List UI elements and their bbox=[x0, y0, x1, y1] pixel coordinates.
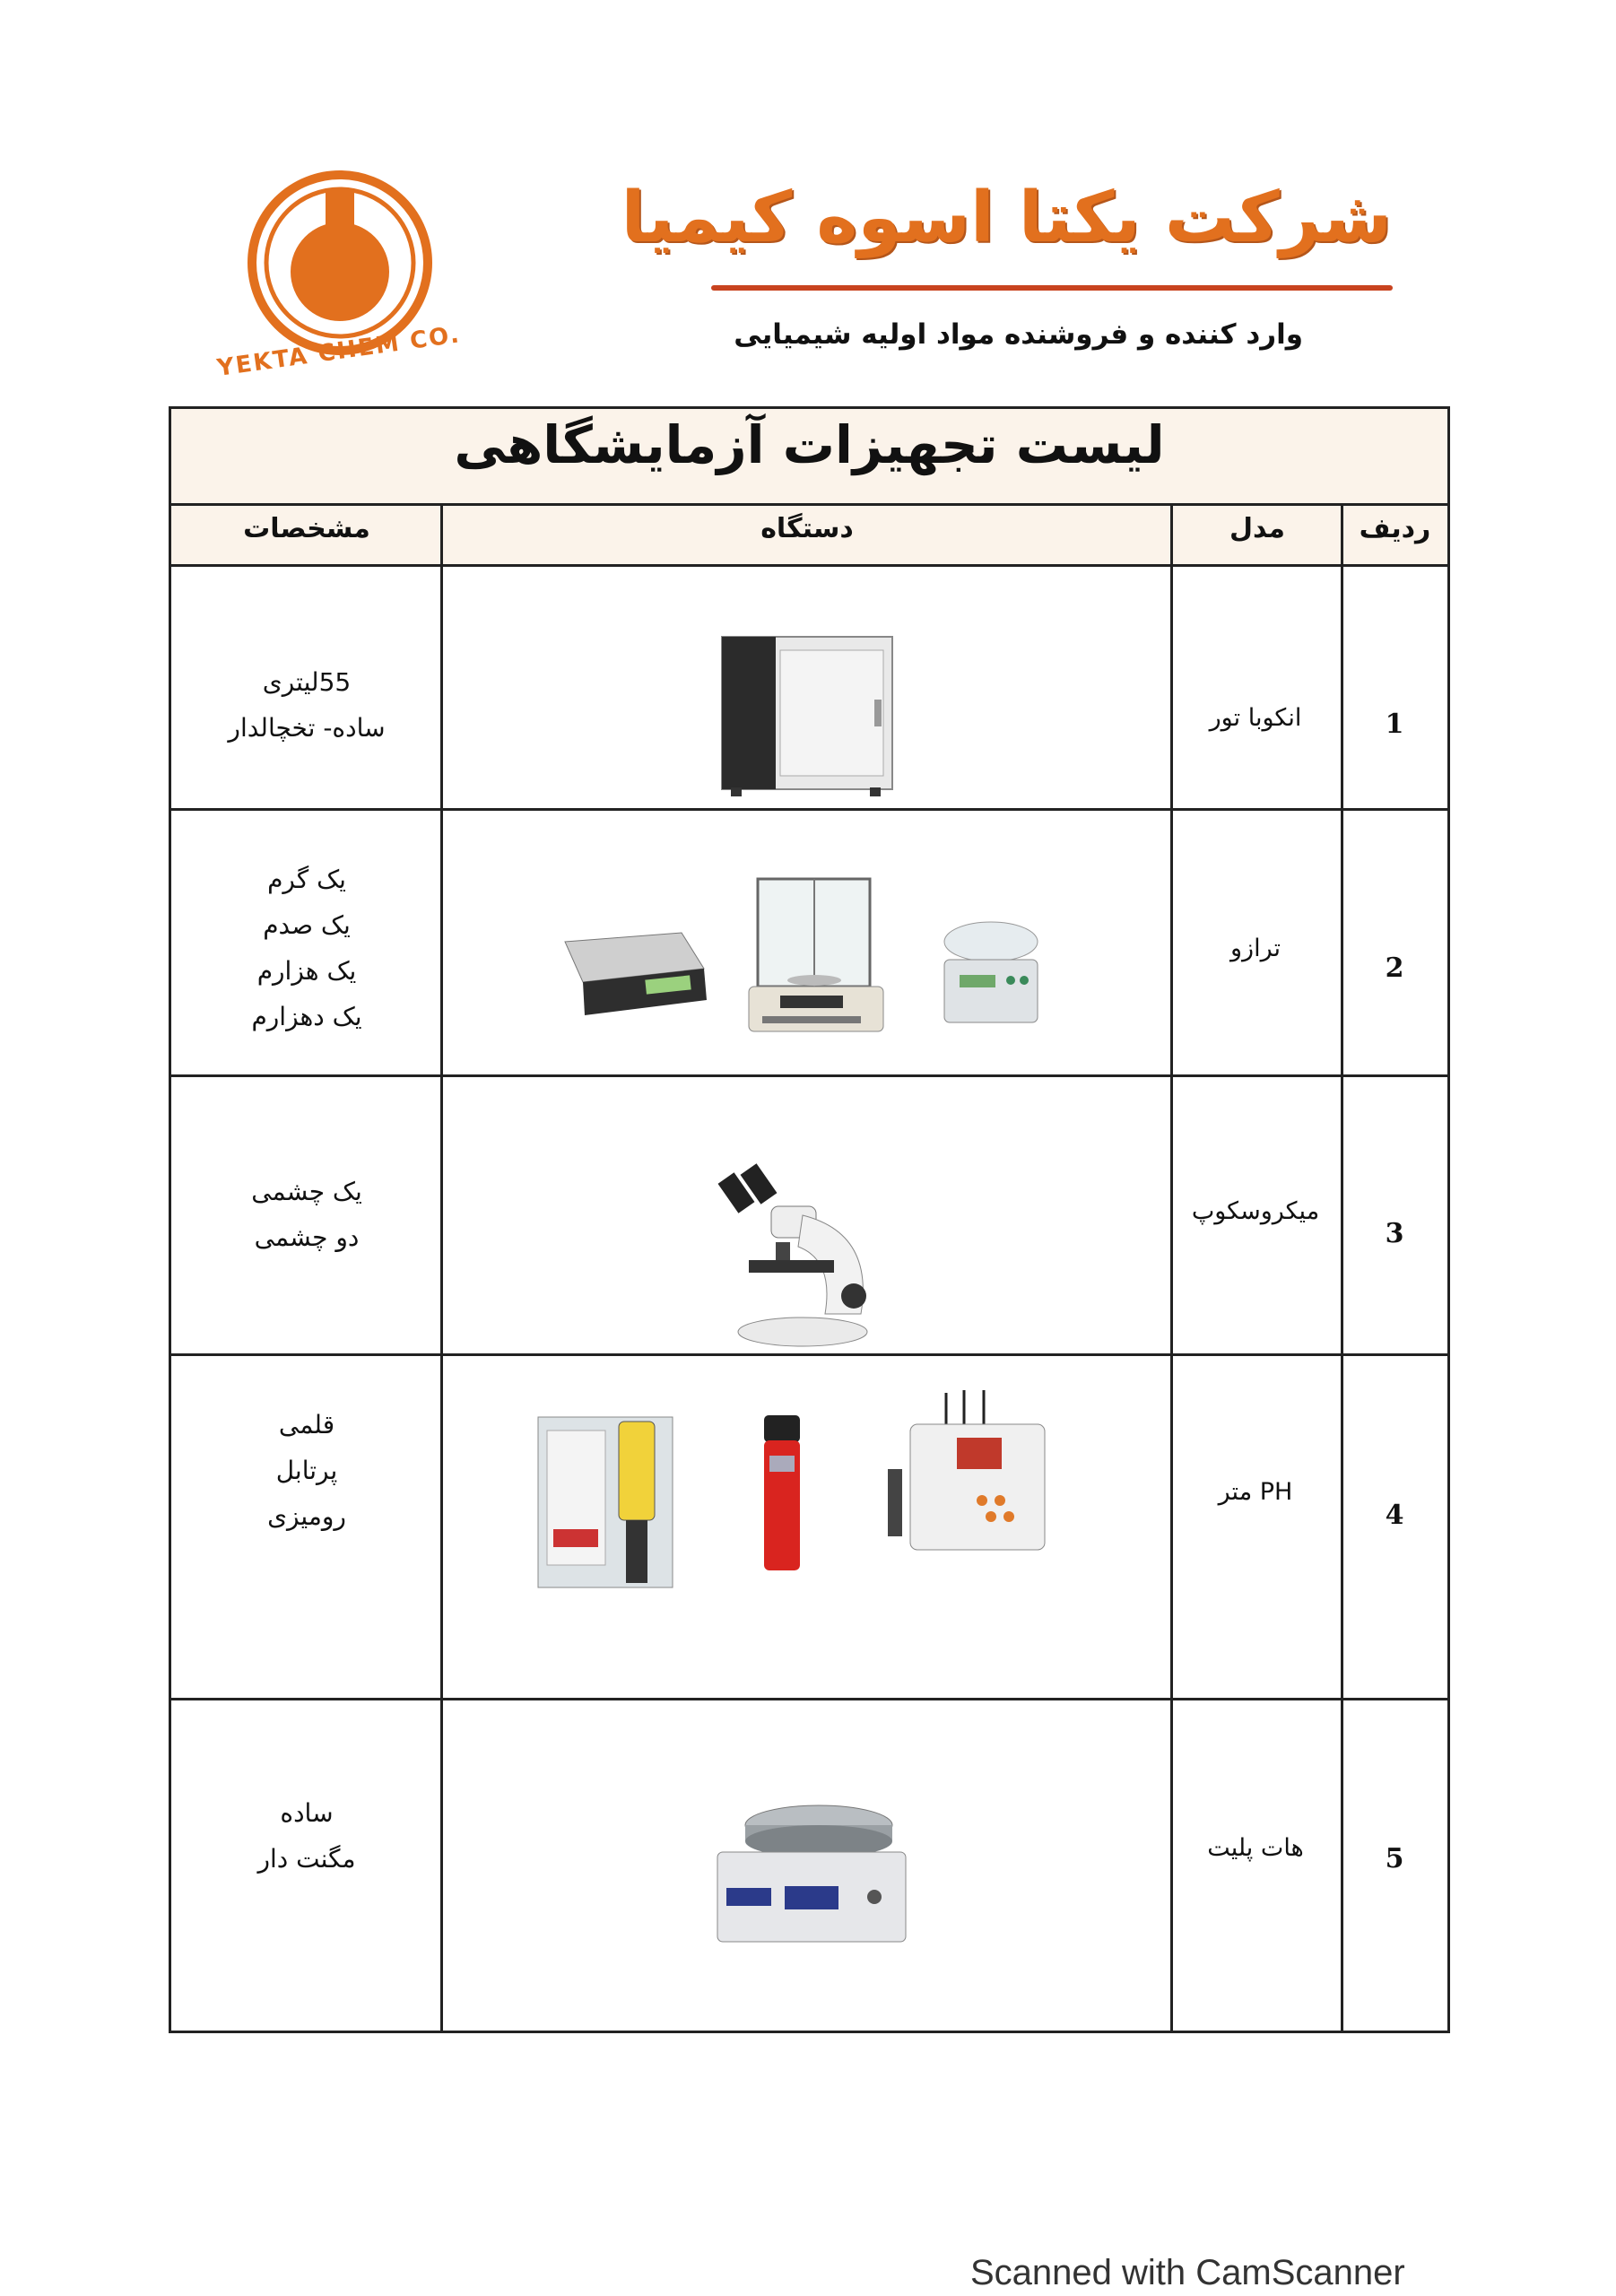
row-number: 4 bbox=[1385, 1500, 1404, 1531]
spec-line: مگنت دار bbox=[257, 1844, 356, 1874]
grid-line bbox=[171, 808, 1447, 811]
row-specs bbox=[177, 1402, 437, 1539]
grid-line bbox=[1341, 506, 1343, 2031]
spec-line: دو چشمی bbox=[254, 1222, 360, 1252]
spec-line: رومیزی bbox=[267, 1501, 346, 1531]
svg-text:YEKTA CHEM CO.: YEKTA CHEM CO. bbox=[215, 321, 463, 382]
company-name-underline bbox=[711, 285, 1393, 291]
grid-line bbox=[171, 1353, 1447, 1356]
camscanner-watermark: Scanned with CamScanner bbox=[970, 2253, 1405, 2292]
spec-line: یک گرم bbox=[267, 865, 346, 894]
company-subtitle: وارد کننده و فروشنده مواد اولیه شیمیایی bbox=[734, 318, 1303, 351]
row-specs bbox=[177, 1169, 437, 1260]
grid-line bbox=[440, 506, 443, 2031]
grid-line bbox=[1170, 506, 1173, 2031]
company-name: شرکت یکتا اسوه کیمیا bbox=[621, 178, 1392, 258]
row-number: 1 bbox=[1385, 709, 1404, 740]
row-number: 3 bbox=[1385, 1218, 1404, 1249]
spec-line: یک چشمی bbox=[251, 1177, 362, 1206]
row-model: ترازو bbox=[1230, 935, 1281, 962]
spec-line: 55لیتری bbox=[262, 667, 352, 697]
scale-icon bbox=[547, 915, 708, 1035]
row-model: میکروسکوپ bbox=[1191, 1197, 1320, 1225]
spec-line: یک دهزارم bbox=[251, 1002, 362, 1031]
spec-line: یک صدم bbox=[263, 910, 351, 940]
row-number: 2 bbox=[1385, 952, 1404, 984]
row-model: انکوبا تور bbox=[1209, 704, 1302, 732]
incubator-icon bbox=[717, 628, 897, 802]
ph-pen-kit-icon bbox=[534, 1408, 677, 1600]
spec-line: پرتابل bbox=[275, 1456, 338, 1485]
microscope-icon bbox=[717, 1161, 897, 1353]
row-number: 5 bbox=[1385, 1843, 1404, 1874]
hotplate-icon bbox=[713, 1798, 910, 1954]
spec-line: ساده bbox=[280, 1798, 334, 1828]
benchtop-ph-meter-icon bbox=[883, 1388, 1054, 1567]
row-specs bbox=[177, 857, 437, 1039]
grid-line bbox=[171, 1074, 1447, 1077]
company-logo bbox=[215, 160, 463, 382]
row-specs bbox=[177, 1790, 437, 1882]
row-model: PH متر bbox=[1218, 1478, 1293, 1506]
col-header-device: دستگاه bbox=[760, 513, 854, 544]
spec-line: یک هزارم bbox=[256, 956, 357, 986]
row-specs bbox=[177, 659, 437, 751]
col-header-specs: مشخصات bbox=[243, 513, 370, 544]
compact-scale-icon bbox=[937, 910, 1045, 1035]
col-header-row: ردیف bbox=[1359, 513, 1431, 544]
table-title: لیست تجهیزات آزمایشگاهی bbox=[454, 414, 1165, 475]
spec-line: ساده- تخچالدار bbox=[228, 713, 386, 743]
spec-line: قلمی bbox=[278, 1410, 335, 1439]
row-model: هات پلیت bbox=[1207, 1834, 1304, 1862]
ph-pen-icon bbox=[760, 1415, 804, 1576]
analytical-balance-icon bbox=[744, 874, 888, 1053]
col-header-model: مدل bbox=[1229, 513, 1285, 544]
grid-line bbox=[171, 1698, 1447, 1700]
